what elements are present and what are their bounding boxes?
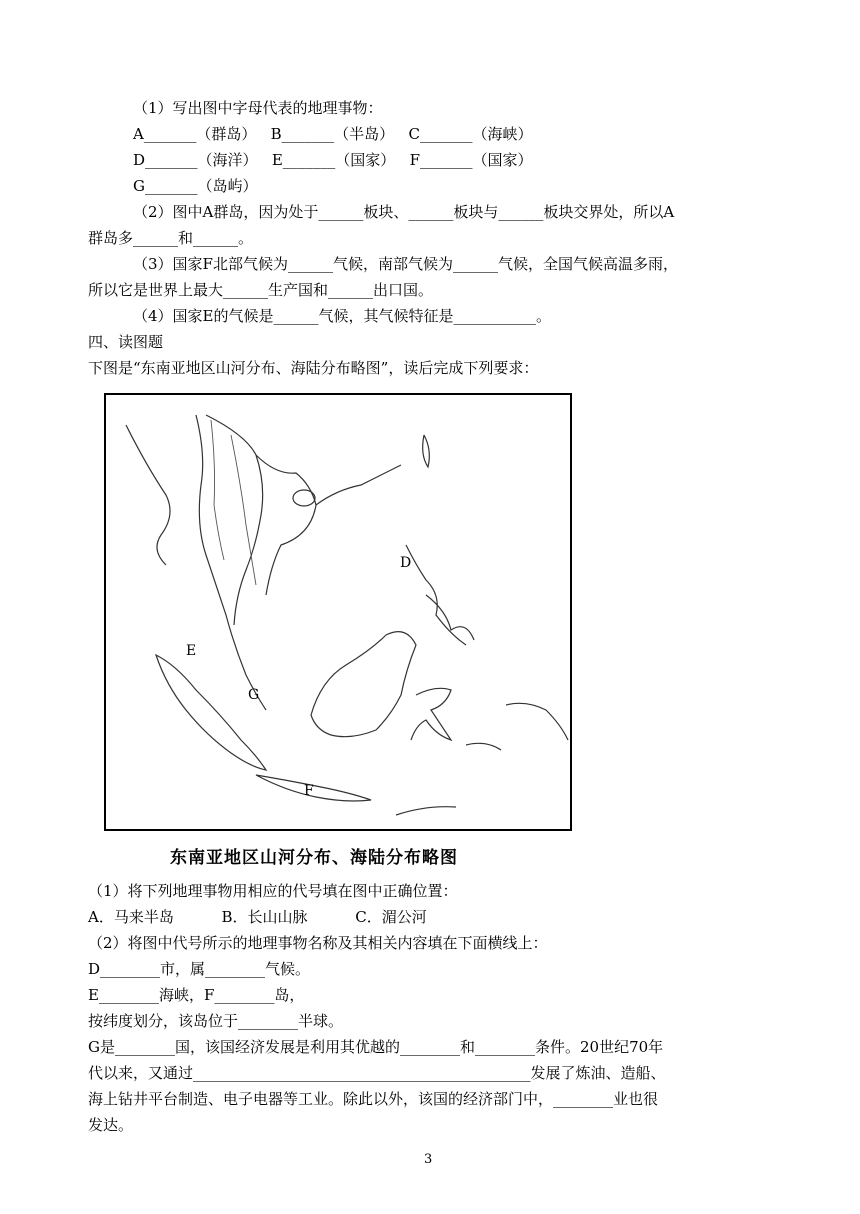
s4-q2-g3: 海上钻井平台制造、电子电器等工业。除此以外，该国的经济部门中，________业也很 (88, 1090, 659, 1108)
borneo-island (311, 632, 416, 737)
river-1 (211, 420, 224, 560)
new-guinea-coast (506, 703, 568, 740)
malay-peninsula-coast (196, 415, 266, 710)
taiwan-island (423, 435, 430, 467)
s4-q2: （2）将图中代号所示的地理事物名称及其相关内容填在下面横线上： (88, 934, 548, 952)
philippines-north (406, 545, 466, 645)
s4-q2-d: D________市，属________气候。 (88, 960, 311, 978)
s4-q2-g2: 代以来，又通过_____________________________________________发展了炼油、造船、 (88, 1064, 666, 1082)
page-number: 3 (424, 1152, 433, 1167)
map-outline (106, 395, 570, 829)
eastern-islands (466, 743, 501, 750)
s3-q1: （1）写出图中字母代表的地理事物： (133, 99, 383, 117)
map-label-d: D (400, 555, 412, 571)
s3-q1-row1: A_______（群岛） B_______（半岛） C_______（海峡） (133, 125, 533, 143)
s4-q2-lat: 按纬度划分，该岛位于________半球。 (88, 1012, 344, 1030)
s4-q2-g1: G是________国，该国经济发展是利用其优越的________和________条件。20世纪70年 (88, 1038, 664, 1056)
southeast-asia-map (104, 393, 572, 831)
s3-q2-line1: （2）图中A群岛，因为处于______板块、______板块与______板块交界处，所以A (133, 203, 675, 221)
sulawesi-island (411, 688, 451, 740)
map-label-e: E (186, 643, 197, 659)
s3-q1-row3: G_______（岛屿） (133, 177, 258, 195)
s4-q1-options: A．马来半岛 B．长山山脉 C．湄公河 (88, 908, 427, 926)
s3-q2-line2: 群岛多______和______。 (88, 229, 254, 247)
s4-q2-ef: E________海峡，F________岛， (88, 986, 305, 1004)
s4-q1: （1）将下列地理事物用相应的代号填在图中正确位置： (88, 882, 458, 900)
s3-q3-line2: 所以它是世界上最大______生产国和______出口国。 (88, 281, 434, 299)
s4-q2-g4: 发达。 (88, 1116, 134, 1134)
china-coast (316, 465, 401, 505)
coast-west (126, 425, 170, 565)
sumatra-island (156, 655, 266, 770)
section4-heading: 四、读图题 (88, 333, 164, 351)
map-label-g: G (248, 687, 260, 703)
s3-q3-line1: （3）国家F北部气候为______气候，南部气候为______气候，全国气候高温多雨， (133, 255, 678, 273)
map-caption: 东南亚地区山河分布、海陆分布略图 (170, 848, 458, 868)
map-label-f: F (304, 783, 314, 799)
hainan-island (293, 490, 315, 506)
philippines-south (426, 595, 474, 640)
section4-intro: 下图是“东南亚地区山河分布、海陆分布略图”，读后完成下列要求： (88, 359, 539, 377)
s3-q4: （4）国家E的气候是______气候，其气候特征是___________。 (133, 307, 551, 325)
s3-q1-row2: D_______（海洋） E_______（国家） F_______（国家） (133, 151, 533, 169)
lesser-sunda-islands (396, 807, 456, 815)
river-2 (231, 435, 256, 585)
